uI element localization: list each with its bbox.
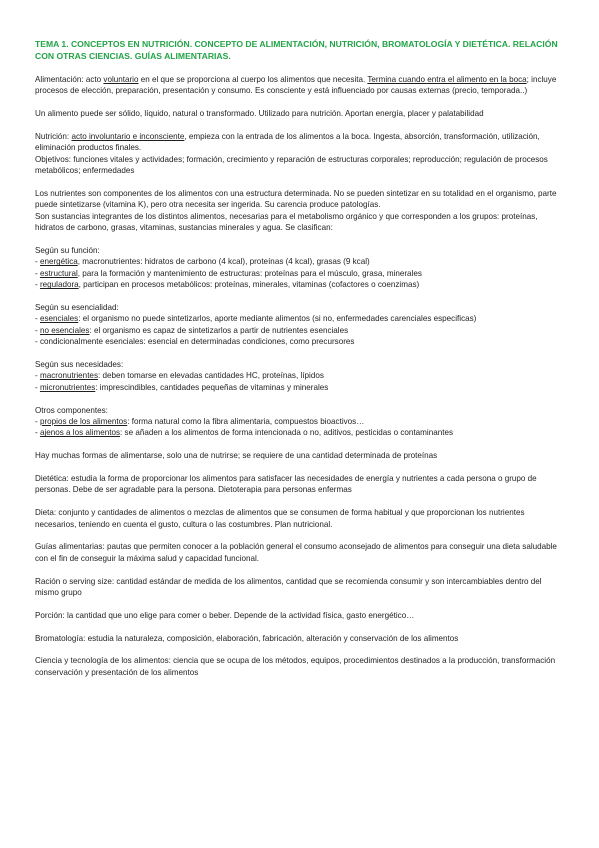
paragraph-porcion: Porción: la cantidad que uno elige para comer o beber. Depende de la actividad física, gasto energético… bbox=[35, 610, 415, 620]
paragraph-ciencia: Ciencia y tecnología de los alimentos: ciencia que se ocupa de los métodos, equipos, procedimientos destinados a la producción, transformación conservación y presentación de los alimentos bbox=[35, 656, 556, 677]
alimentacion-underline-1: voluntario bbox=[103, 75, 139, 84]
list-item: - condicionalmente esenciales: esencial en determinadas condiciones, como precursores bbox=[35, 337, 355, 347]
nutricion-underline: acto involuntario e inconsciente bbox=[71, 132, 185, 141]
nutricion-label: Nutrición: bbox=[35, 132, 72, 141]
alimentacion-text-1: en el que se proporciona al cuerpo los alimentos que necesita. bbox=[138, 75, 368, 84]
paragraph-objetivos: Objetivos: funciones vitales y actividades; formación, crecimiento y reparación de estructuras corporales; reproducción; regulación de procesos metabólicos; enfermedades bbox=[35, 154, 548, 176]
list-esencialidad bbox=[35, 313, 563, 347]
heading-otros: Otros componentes: bbox=[35, 405, 108, 415]
heading-funcion: Según su función: bbox=[35, 246, 100, 256]
paragraph-alimento: Un alimento puede ser sólido, líquido, natural o transformado. Utilizado para nutrición. Aportan energía, placer y palatabilidad bbox=[35, 109, 484, 119]
heading-necesidades: Según sus necesidades: bbox=[35, 360, 124, 370]
paragraph-nutrientes-2: Son sustancias integrantes de los distintos alimentos, necesarias para el metabolismo orgánico y que corresponden a los grupos: proteínas, hidratos de carbono, grasas, vitaminas, sustancias minerales y agua. Se clasifican: bbox=[35, 211, 538, 233]
nutricion-text: , empieza con la entrada de los alimentos a la boca. Ingesta, absorción, transformación, utilización, eliminación productos finales. bbox=[35, 132, 540, 153]
paragraph-dieta: Dieta: conjunto y cantidades de alimentos o mezclas de alimentos que se consumen de forma habitual y que proporcionan los nutrientes necesarios, teniendo en cuenta el gusto, cultura o las costumbres. Plan nutricional. bbox=[35, 508, 525, 529]
paragraph-racion: Ración o serving size: cantidad estándar de medida de los alimentos, cantidad que se recomienda consumir y son intercambiables dentro del mismo grupo bbox=[35, 576, 542, 598]
document-content bbox=[35, 38, 563, 690]
paragraph-alimentacion bbox=[35, 74, 563, 97]
list-otros bbox=[35, 416, 563, 439]
alimentacion-text-2: ; incluye procesos de elección, preparación, presentación y consumo. Es consciente y está influenciado por causas externas (precio, temporada..) bbox=[35, 75, 557, 96]
list-item: - ajenos a los alimentos: se añaden a los alimentos de forma intencionada o no, aditivos, pesticidas o contaminantes bbox=[35, 428, 453, 438]
list-item: - esenciales: el organismo no puede sintetizarlos, aporte mediante alimentos (si no, enfermedades carenciales especificas) bbox=[35, 314, 477, 324]
alimentacion-underline-2: Termina cuando entra el alimento en la boca bbox=[367, 75, 527, 84]
paragraph-formas: Hay muchas formas de alimentarse, solo una de nutrirse; se requiere de una cantidad determinada de proteínas bbox=[35, 451, 438, 461]
paragraph-guias: Guías alimentarias: pautas que permiten conocer a la población general el consumo aconsejado de alimentos para conseguir una dieta saludable con el fin de conseguir la máxima salud y capacidad funcional. bbox=[35, 542, 557, 563]
heading-esencialidad: Según su esencialidad: bbox=[35, 303, 119, 313]
list-item: - macronutrientes: deben tomarse en elevadas cantidades HC, proteínas, lípidos bbox=[35, 371, 324, 381]
list-item: - reguladora, participan en procesos metabólicos: proteínas, minerales, vitaminas (cofactores o coenzimas) bbox=[35, 280, 420, 290]
paragraph-nutricion bbox=[35, 131, 563, 154]
list-item: - energética, macronutrientes: hidratos de carbono (4 kcal), proteínas (4 kcal), grasas (9 kcal) bbox=[35, 257, 370, 267]
list-funcion bbox=[35, 256, 563, 290]
alimentacion-label: Alimentación: acto bbox=[35, 75, 104, 84]
document-title: TEMA 1. CONCEPTOS EN NUTRICIÓN. CONCEPTO DE ALIMENTACIÓN, NUTRICIÓN, BROMATOLOGÍA Y DIETÉTICA. RELACIÓN CON OTRAS CIENCIAS. GUÍAS ALIMENTARIAS. bbox=[35, 39, 558, 61]
list-item: - estructural, para la formación y mantenimiento de estructuras: proteínas para el músculo, grasa, minerales bbox=[35, 268, 422, 278]
paragraph-bromatologia: Bromatología: estudia la naturaleza, composición, elaboración, fabricación, alteración y conservación de los alimentos bbox=[35, 633, 459, 643]
list-item: - propios de los alimentos: forma natural como la fibra alimentaria, compuestos bioactivos… bbox=[35, 417, 365, 427]
list-item: - no esenciales: el organismo es capaz de sintetizarlos a partir de nutrientes esenciales bbox=[35, 325, 349, 335]
list-item: - micronutrientes: imprescindibles, cantidades pequeñas de vitaminas y minerales bbox=[35, 382, 329, 392]
list-necesidades bbox=[35, 370, 563, 393]
paragraph-nutrientes-1: Los nutrientes son componentes de los alimentos con una estructura determinada. No se pueden sintetizar en su totalidad en el organismo, parte puede sintetizarse (vitamina K), pero otra necesita ser ingerida. Su carencia produce patologías. bbox=[35, 189, 557, 210]
paragraph-dietetica: Dietética: estudia la forma de proporcionar los alimentos para satisfacer las necesidades de energía y nutrientes a cada persona o grupo de personas. Debe de ser agradable para la persona. Dietoterapia para personas enfermas bbox=[35, 474, 537, 495]
